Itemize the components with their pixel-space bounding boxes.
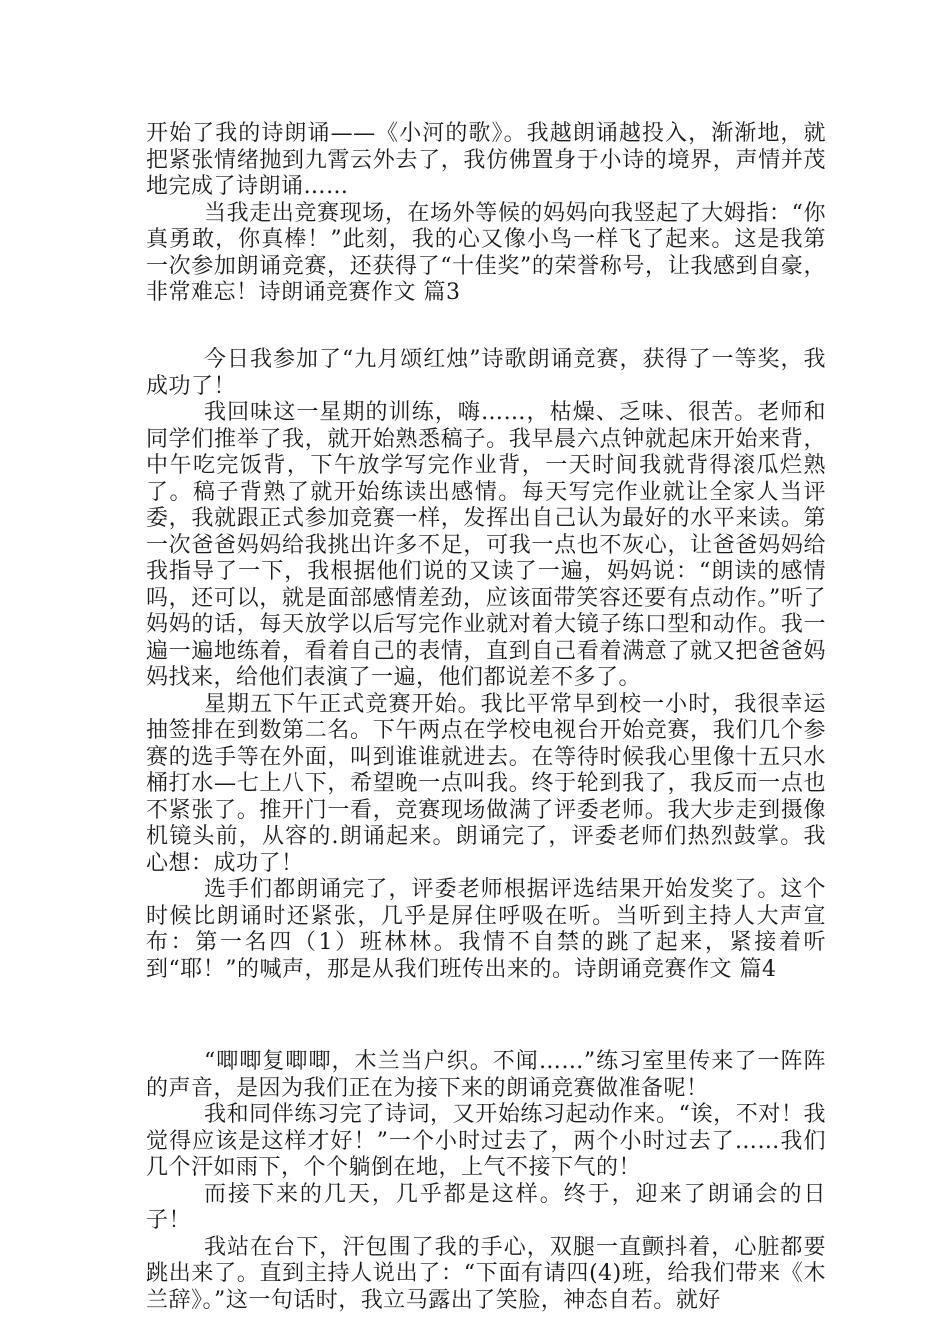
- paragraph-10: 我站在台下，汗包围了我的手心，双腿一直颤抖着，心脏都要跳出来了。直到主持人说出了：“下面有请四(4)班，给我们带来《木兰辞》。”这一句话时，我立马露出了笑脸，神态自若。就好: [146, 1234, 826, 1313]
- paragraph-7: “唧唧复唧唧，木兰当户织。不闻……”练习室里传来了一阵阵的声音，是因为我们正在为接下来的朗诵竞赛做准备呢！: [146, 1049, 826, 1101]
- paragraph-3: 今日我参加了“九月颂红烛”诗歌朗诵竞赛，获得了一等奖，我成功了！: [146, 347, 826, 399]
- paragraph-2: 当我走出竞赛现场，在场外等候的妈妈向我竖起了大姆指：“你真勇敢，你真棒！”此刻，我的心又像小鸟一样飞了起来。这是我第一次参加朗诵竞赛，还获得了“十佳奖”的荣誉称号，让我感到自豪，非常难忘！诗朗诵竞赛作文 篇3: [146, 200, 826, 305]
- paragraph-5: 星期五下午正式竞赛开始。我比平常早到校一小时，我很幸运抽签排在到数第二名。下午两点在学校电视台开始竞赛，我们几个参赛的选手等在外面，叫到谁谁就进去。在等待时候我心里像十五只水桶打水—七上八下，希望晚一点叫我。终于轮到我了，我反而一点也不紧张了。推开门一看，竞赛现场做满了评委老师。我大步走到摄像机镜头前，从容的.朗诵起来。朗诵完了，评委老师们热烈鼓掌。我心想：成功了！: [146, 691, 826, 876]
- text-section-1: [146, 121, 826, 307]
- paragraph-4: 我回味这一星期的训练，嗨……，枯燥、乏味、很苦。老师和同学们推举了我，就开始熟悉稿子。我早晨六点钟就起床开始来背，中午吃完饭背，下午放学写完作业背，一天时间我就背得滚瓜烂熟了。稿子背熟了就开始练读出感情。每天写完作业就让全家人当评委，我就跟正式参加竞赛一样，发挥出自己认为最好的水平来读。第一次爸爸妈妈给我挑出许多不足，可我一点也不灰心，让爸爸妈妈给我指导了一下，我根据他们说的又读了一遍，妈妈说：“朗读的感情吗，还可以，就是面部感情差劲，应该面带笑容还要有点动作。”听了妈妈的话，每天放学以后写完作业就对着大镜子练口型和动作。我一遍一遍地练着，看着自己的表情，直到自己看着满意了就又把爸爸妈妈找来，给他们表演了一遍，他们都说差不多了。: [146, 400, 826, 690]
- text-section-3: [146, 1049, 826, 1314]
- paragraph-8: 我和同伴练习完了诗词，又开始练习起动作来。“诶，不对！我觉得应该是这样才好！”一个小时过去了，两个小时过去了……我们几个汗如雨下，个个躺倒在地，上气不接下气的！: [146, 1102, 826, 1180]
- paragraph-1: 开始了我的诗朗诵——《小河的歌》。我越朗诵越投入，渐渐地，就把紧张情绪抛到九霄云外去了，我仿佛置身于小诗的境界，声情并茂地完成了诗朗诵……: [146, 121, 826, 199]
- paragraph-9: 而接下来的几天，几乎都是这样。终于，迎来了朗诵会的日子！: [146, 1181, 826, 1233]
- text-section-2: [146, 347, 826, 983]
- paragraph-6: 选手们都朗诵完了，评委老师根据评选结果开始发奖了。这个时候比朗诵时还紧张，几乎是屏住呼吸在听。当听到主持人大声宣布：第一名四（1）班林林。我情不自禁的跳了起来，紧接着听到“耶！”的喊声，那是从我们班传出来的。诗朗诵竞赛作文 篇4: [146, 877, 826, 982]
